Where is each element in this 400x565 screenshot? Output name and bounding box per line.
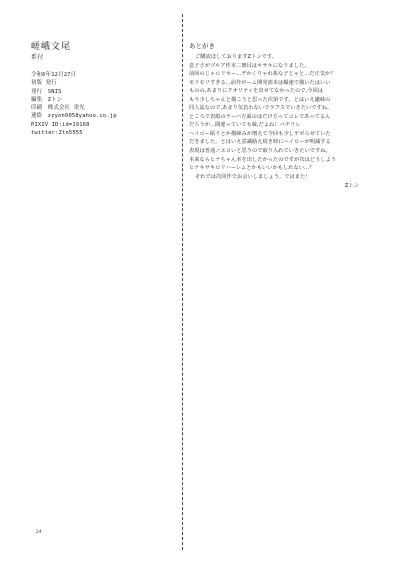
page-number: 24 <box>36 530 42 535</box>
author-signature: Zトン <box>344 183 359 190</box>
afterword-line: 同人誌なので,あまり気負わないでラフスでいきたいですね。 <box>189 105 333 112</box>
colophon-twitter: twitter:Ztn5555 <box>31 130 83 137</box>
colophon <box>31 42 171 137</box>
afterword-line: ヒナキサキロリハーレムとかもいいかもしれない...？ <box>189 165 315 172</box>
colophon-editor: 編集 Zトン <box>31 96 63 103</box>
afterword-line: それでは次回作でお会いしましょう。ではまた！ <box>195 173 311 180</box>
colophon-edition: 初版 発行 <box>31 80 57 87</box>
afterword-line: だろうか...間違っていても味,だよね！バチリレ <box>189 122 301 129</box>
colophon-pixiv: PIXIV ID:id=19168 <box>31 121 90 128</box>
afterword-line: ヘイロー貼りとか描締みが増えて今回も少しヤポらせていた <box>189 130 331 137</box>
colophon-contact: 連絡 zzyon0058yahoo.co.jp <box>31 113 117 120</box>
colophon-subtitle: 系付 <box>31 54 45 61</box>
afterword-line: もう少しちゃんと描こうと思った次第です。とはいえ趣味の <box>189 96 331 103</box>
colophon-publisher: 発行 SNIS <box>31 88 62 95</box>
colophon-title: 嵯峨文尾 <box>31 42 72 52</box>
afterword-line: ところで表紙のテーバ方面のはだけ方ってコレであってるん <box>189 113 331 120</box>
dashed-divider <box>182 14 183 550</box>
colophon-info <box>31 71 171 137</box>
afterword-line: 前回のじゃロリキー...デかくりゃれ系な子じゃと...だ正気か？ <box>189 71 336 78</box>
afterword-line: ものの,あまりにクオリティを出せてなかったので,今回は <box>189 88 324 95</box>
afterword-line: ご購読ほしておりますZトンです。 <box>195 54 277 60</box>
afterword-line: 表現は普通ニエロいと思うので取り入れていきたいですね。 <box>189 148 331 155</box>
afterword-line: モリモリすぎる...前作がーム開発部本は爆速で描いたはいい <box>189 79 331 86</box>
afterword-heading: あとがき <box>189 42 215 50</box>
afterword-line: だきました。とはいえ意識路え続き時にヘイローが明滅する <box>189 139 331 146</box>
colophon-date: 令和6年12月27日 <box>31 72 77 78</box>
afterword <box>189 42 389 191</box>
afterword-line: 本来ならヒナちゃん本を出したかったのですが次はどうしよう <box>189 156 336 163</box>
afterword-line: 息子さがプルア作本二冊目はキサキになりました。 <box>189 62 310 69</box>
colophon-printer: 印刷 株式会社 栄光 <box>31 105 85 112</box>
